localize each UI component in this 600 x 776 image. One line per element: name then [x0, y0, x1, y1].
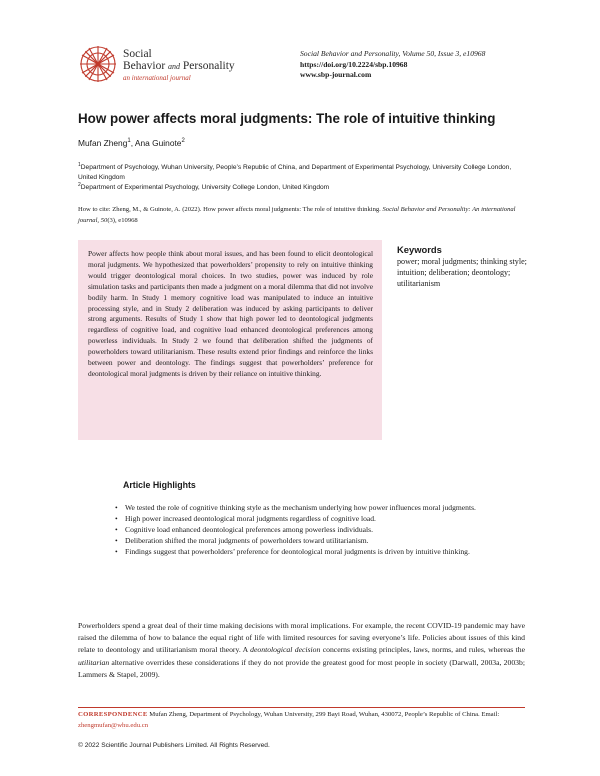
bullet-icon: •: [115, 503, 118, 512]
author-name: Ana Guinote: [134, 138, 182, 148]
cite-issue: (3), e10968: [107, 216, 138, 224]
highlight-text: Deliberation shifted the moral judgments of powerholders toward utilitarianism.: [125, 536, 369, 545]
affiliation-text: Department of Psychology, Wuhan University, People’s Republic of China, and Department of Experimental Psychology, University College London, United Kingdom: [78, 164, 512, 182]
bullet-icon: •: [115, 536, 118, 545]
highlight-text: We tested the role of cognitive thinking style as the mechanism underlying how power influences moral judgments.: [125, 503, 476, 512]
highlight-item: [115, 502, 490, 513]
author-separator: ,: [130, 138, 135, 148]
logo-and: and: [168, 62, 181, 71]
website-link[interactable]: www.sbp-journal.com: [300, 70, 372, 79]
doi-link[interactable]: https://doi.org/10.2224/sbp.10968: [300, 59, 408, 69]
logo-behavior: Behavior: [123, 60, 166, 72]
body-paragraph: [78, 620, 525, 681]
journal-logo-text: [123, 48, 303, 83]
highlight-text: High power increased deontological moral judgments regardless of cognitive load.: [125, 514, 376, 523]
highlights-list: [115, 502, 490, 557]
body-text: alternative overrides these considerations if they do not provide the greatest good for most people in society (Darwall, 2003a, 2003b; Lammers & Stapel, 2009).: [78, 657, 525, 679]
affiliation: [78, 180, 528, 193]
how-to-cite: [78, 205, 526, 226]
logo-tagline: an international journal: [123, 74, 191, 82]
logo-personality: Personality: [182, 60, 235, 72]
highlight-item: [115, 513, 490, 524]
cite-journal: Social Behavior and Personality: An international journal, 50: [78, 206, 516, 224]
author-name: Mufan Zheng: [78, 138, 128, 148]
affiliation-mark: 1: [78, 162, 81, 168]
logo-star-icon: [78, 44, 118, 84]
author-list: [78, 138, 185, 148]
body-text: Powerholders spend a great deal of their time making decisions with moral implications. For example, the recent COVID-19 pandemic may have raised the dilemma of how to balance the equal right of life with limited resources for saving everyone’s life. Policies about issues of this kind relate to deontology and utilitarianism moral theory. A: [78, 621, 525, 655]
correspondence-email[interactable]: zhengmufan@whu.edu.cn: [78, 721, 149, 729]
article-title: How power affects moral judgments: The role of intuitive thinking: [78, 111, 496, 126]
copyright-notice: © 2022 Scientific Journal Publishers Limited. All Rights Reserved.: [78, 742, 270, 749]
journal-logo: [78, 44, 118, 84]
journal-info: [300, 49, 540, 81]
author-affiliation-mark: 1: [127, 138, 131, 145]
highlight-item: [115, 546, 490, 557]
affiliation-text: Department of Experimental Psychology, University College London, United Kingdom: [80, 184, 330, 192]
correspondence-text: Mufan Zheng, Department of Psychology, Wuhan University, 299 Bayi Road, Wuhan, 430072, People’s Republic of China. Email:: [147, 711, 500, 718]
highlight-text: Cognitive load enhanced deontological preferences among powerless individuals.: [125, 525, 373, 534]
highlights-heading: Article Highlights: [123, 480, 196, 490]
logo-line-2: [123, 60, 303, 73]
bullet-icon: •: [115, 525, 118, 534]
body-term: deontological decision: [250, 645, 321, 655]
body-term: utilitarian: [78, 657, 110, 667]
keywords-heading: Keywords: [397, 244, 442, 255]
body-text: concerns existing principles, laws, norms, and rules, whereas the: [320, 645, 525, 655]
bullet-icon: •: [115, 547, 118, 556]
logo-line-1: Social: [123, 48, 152, 60]
correspondence: [78, 710, 525, 731]
cite-text: How to cite: Zheng, M., & Guinote, A. (2022). How power affects moral judgments: The role of intuitive thinking.: [78, 206, 383, 213]
abstract-text: Power affects how people think about moral issues, and has been found to elicit deontological moral judgments. We hypothesized that powerholders’ propensity to rely on intuitive thinking would trigger deontological moral choices. In two studies, power was induced by role simulation tasks and participants then made a judgment on a moral dilemma that did not involve bodily harm. In Study 1 memory cognitive load was manipulated to induce an intuitive processing style, and in Study 2 deliberation was induced by asking participants to deliver strong arguments. Results of Study 1 show that high power led to deontological judgments regardless of cognitive load, and cognitive load enhanced deontological preferences among powerless individuals. In Study 2 we found that deliberation shifted the judgments of powerholders toward utilitarianism. These results extend prior findings and reinforce the links between power and deontology. The findings suggest that powerholders’ preference for deontological moral judgments is driven by their reliance on intuitive thinking.: [88, 249, 373, 378]
correspondence-label: CORRESPONDENCE: [78, 711, 148, 718]
author-affiliation-mark: 2: [181, 138, 185, 145]
highlight-item: [115, 524, 490, 535]
keywords-list: power; moral judgments; thinking style; intuition; deliberation; deontology; utilitarianism: [397, 257, 527, 288]
affiliation-mark: 2: [78, 182, 81, 188]
journal-citation-line: Social Behavior and Personality, Volume 50, Issue 3, e10968: [300, 49, 486, 58]
highlight-item: [115, 535, 490, 546]
highlight-text: Findings suggest that powerholders’ preference for deontological moral judgments is driven by intuitive thinking.: [125, 547, 470, 556]
bullet-icon: •: [115, 514, 118, 523]
correspondence-divider: [78, 707, 525, 708]
